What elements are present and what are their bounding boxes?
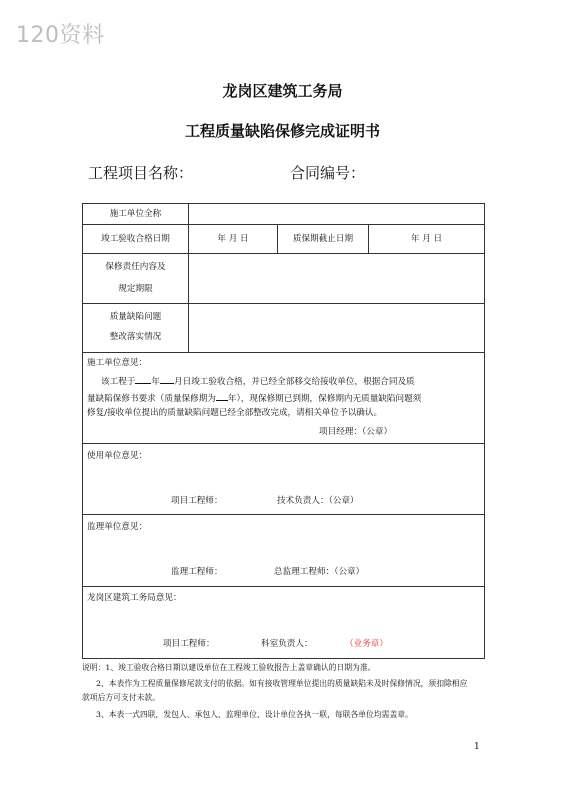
document-title: 龙岗区建筑工务局: [222, 82, 343, 100]
month-blank[interactable]: [160, 373, 174, 384]
contractor-opinion-line3: 修复/接收单位提出的质量缺陷问题已经全部整改完成，请相关单位予以确认。: [87, 408, 383, 418]
note-3: 3、本表一式四联，发包人、承包人、监理单位、设计单位各执一联，每联各单位均需盖章。: [96, 710, 413, 719]
bureau-opinion-label: 龙岗区建筑工务局意见：: [87, 593, 182, 603]
contract-no-label: 合同编号：: [290, 164, 366, 182]
chief-supervisor-label: 总监理工程师：（公章）: [274, 567, 365, 577]
user-tech-lead-label: 技术负责人：（公章）: [277, 496, 359, 506]
row-bureau-opinion: [83, 587, 484, 659]
supervisor-engineer-label: 监理工程师：: [171, 567, 223, 577]
row-contractor-opinion: [83, 353, 484, 444]
bureau-engineer-label: 项目工程师：: [163, 639, 215, 649]
warranty-scope-label-line2: 规定期限: [118, 284, 153, 294]
defect-field[interactable]: [189, 304, 484, 352]
completion-date-label: 竣工验收合格日期: [83, 225, 189, 253]
row-warranty-scope: [83, 254, 484, 304]
year-blank[interactable]: [135, 373, 151, 384]
contractor-opinion-line1: [101, 373, 415, 391]
project-name-label: 工程项目名称：: [88, 164, 194, 182]
warranty-end-field[interactable]: 年 月 日: [410, 234, 443, 244]
row-supervisor-opinion: [83, 515, 484, 587]
page-number: 1: [474, 742, 480, 752]
certificate-form: [82, 203, 485, 659]
defect-label: [83, 304, 189, 352]
opinion-line2b: 年），现保修期已到期，保修期内无质量缺陷问题须: [227, 394, 422, 404]
warranty-scope-label-line1: 保修责任内容及: [105, 262, 166, 272]
opinion-prefix: 该工程于: [101, 377, 136, 387]
user-opinion-label: 使用单位意见：: [87, 451, 148, 461]
warranty-scope-field[interactable]: [189, 254, 484, 303]
contractor-field[interactable]: [189, 204, 484, 224]
opinion-year: 年: [151, 377, 160, 387]
supervisor-opinion-label: 监理单位意见：: [87, 522, 148, 532]
document-subtitle: 工程质量缺陷保修完成证明书: [184, 122, 380, 140]
row-dates: [83, 225, 484, 254]
row-contractor: [83, 204, 484, 225]
completion-date-field[interactable]: 年 月 日: [189, 225, 278, 253]
project-manager-signature: 项目经理：（公章）: [319, 427, 393, 437]
contractor-opinion-label: 施工单位意见：: [87, 358, 148, 368]
contractor-label: 施工单位全称: [83, 204, 189, 224]
office-head-label: 科室负责人：: [261, 639, 313, 649]
opinion-month: 月: [174, 377, 183, 387]
defect-label-line2: 整改落实情况: [109, 332, 162, 342]
note-1: 说明：1、竣工验收合格日期以建设单位在工程竣工验收报告上盖章确认的日期为准。: [82, 663, 376, 672]
opinion-line2a: 量缺陷保修书要求（质量保修期为: [87, 394, 216, 404]
warranty-scope-label: [83, 254, 189, 303]
warranty-end-label: 质保期截止日期: [278, 225, 369, 253]
note-2: 2、本表作为工程质量保修尾款支付的依据。如有接收管理单位提出的质量缺陷未及时保修情况，须扣除相应款项后方可支付未款。: [82, 679, 468, 702]
user-engineer-label: 项目工程师：: [171, 496, 223, 506]
defect-label-line1: 质量缺陷问题: [109, 312, 162, 322]
row-user-opinion: [83, 444, 484, 515]
business-seal-note: （业务章）: [345, 639, 388, 649]
row-defects: [83, 304, 484, 353]
opinion-rest-1: 日竣工验收合格，并已经全部移交给接收单位，根据合同及质: [182, 377, 415, 387]
watermark: 120资料: [16, 23, 105, 48]
warranty-period-blank[interactable]: [216, 390, 228, 401]
